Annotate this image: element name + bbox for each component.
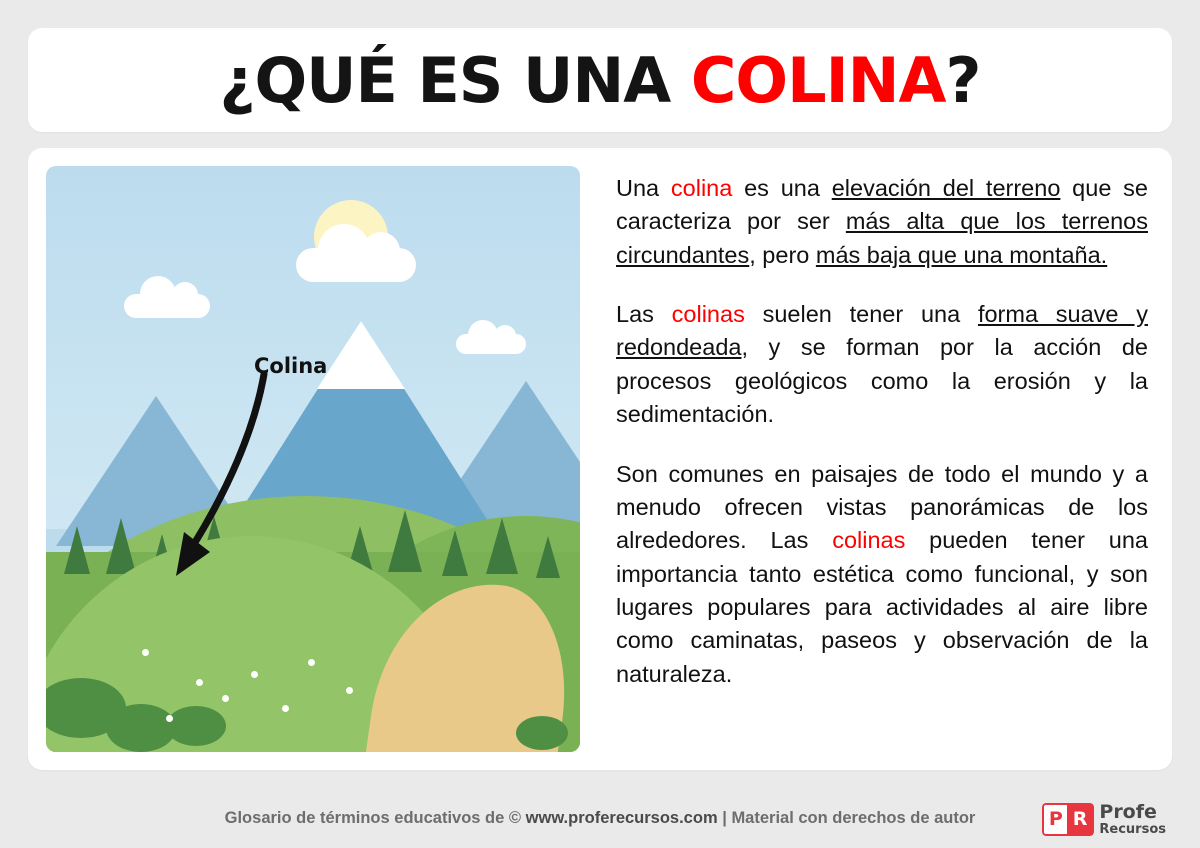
p3-term-colinas: colinas [832, 527, 906, 554]
p2-seg2: suelen tener una [744, 301, 978, 328]
bush [166, 706, 226, 746]
title-card [28, 28, 1172, 132]
p2-seg1: Las [616, 301, 672, 328]
logo-word-bottom: Recursos [1099, 821, 1166, 837]
logo-letter-p: P [1042, 803, 1067, 836]
p1-underline-2: más alta que los terrenos circundantes [616, 208, 1148, 268]
cloud-icon [296, 248, 416, 282]
title-before: ¿QUÉ ES UNA [219, 43, 691, 117]
paragraph-1 [616, 172, 1148, 272]
logo-letter-r: R [1067, 803, 1095, 836]
footer-site-link[interactable]: www.proferecursos.com [525, 808, 718, 827]
tree-icon [64, 526, 90, 574]
flower [251, 671, 258, 678]
flower [142, 649, 149, 656]
p1-underline-1: elevación del terreno [831, 175, 1061, 201]
tree-icon [388, 510, 422, 572]
paragraph-3 [616, 458, 1148, 692]
footer-credit [225, 809, 976, 828]
content-card [28, 148, 1172, 770]
illustration-landscape [46, 166, 580, 752]
page-title [220, 44, 981, 117]
flower [166, 715, 173, 722]
bush [516, 716, 568, 750]
paragraph-2 [616, 298, 1148, 431]
callout-arrow-icon [146, 362, 306, 582]
p2-term-colinas: colinas [671, 301, 745, 328]
cloud-icon [124, 294, 210, 318]
title-after: ? [945, 43, 981, 117]
footer-separator: | [722, 808, 727, 827]
tree-icon [536, 536, 560, 578]
tree-icon [106, 518, 136, 574]
brand-logo[interactable] [1042, 803, 1166, 836]
footer [0, 788, 1200, 848]
tree-icon [442, 530, 468, 576]
callout-label: Colina [254, 354, 328, 378]
definition-text-column [580, 166, 1154, 752]
footer-prefix: Glosario de términos educativos de [224, 808, 505, 827]
p1-seg4: , pero [749, 241, 816, 268]
p2-underline-1: forma suave y redondeada [616, 301, 1149, 361]
flower [222, 695, 229, 702]
flower [282, 705, 289, 712]
title-highlight: COLINA [690, 43, 946, 117]
mountain-snow-cap [317, 321, 405, 389]
copyright-icon: © [508, 808, 522, 827]
flower [346, 687, 353, 694]
p1-term-colina: colina [670, 175, 733, 201]
p1-underline-3: más baja que una montaña. [815, 241, 1108, 268]
p1-seg2: es una [732, 175, 832, 201]
logo-mark-icon [1042, 803, 1095, 836]
p1-seg3: que se caracteriza por ser [616, 175, 1148, 235]
logo-wordmark [1099, 803, 1166, 836]
footer-rights: Material con derechos de autor [731, 808, 976, 827]
p3-seg2: pueden tener una importancia tanto estética como funcional, y son lugares populares para actividades al aire libre como caminatas, paseos y observación de la naturaleza. [616, 527, 1149, 687]
flower [196, 679, 203, 686]
p2-seg3: , y se forman por la acción de procesos geológicos como la erosión y la sedimentación. [616, 334, 1148, 428]
logo-word-top: Profe [1099, 801, 1157, 824]
tree-icon [486, 518, 518, 574]
flower [308, 659, 315, 666]
p3-seg1: Son comunes en paisajes de todo el mundo y a menudo ofrecen vistas panorámicas de los alrededores. Las [616, 460, 1148, 554]
p1-seg1: Una [616, 175, 671, 201]
